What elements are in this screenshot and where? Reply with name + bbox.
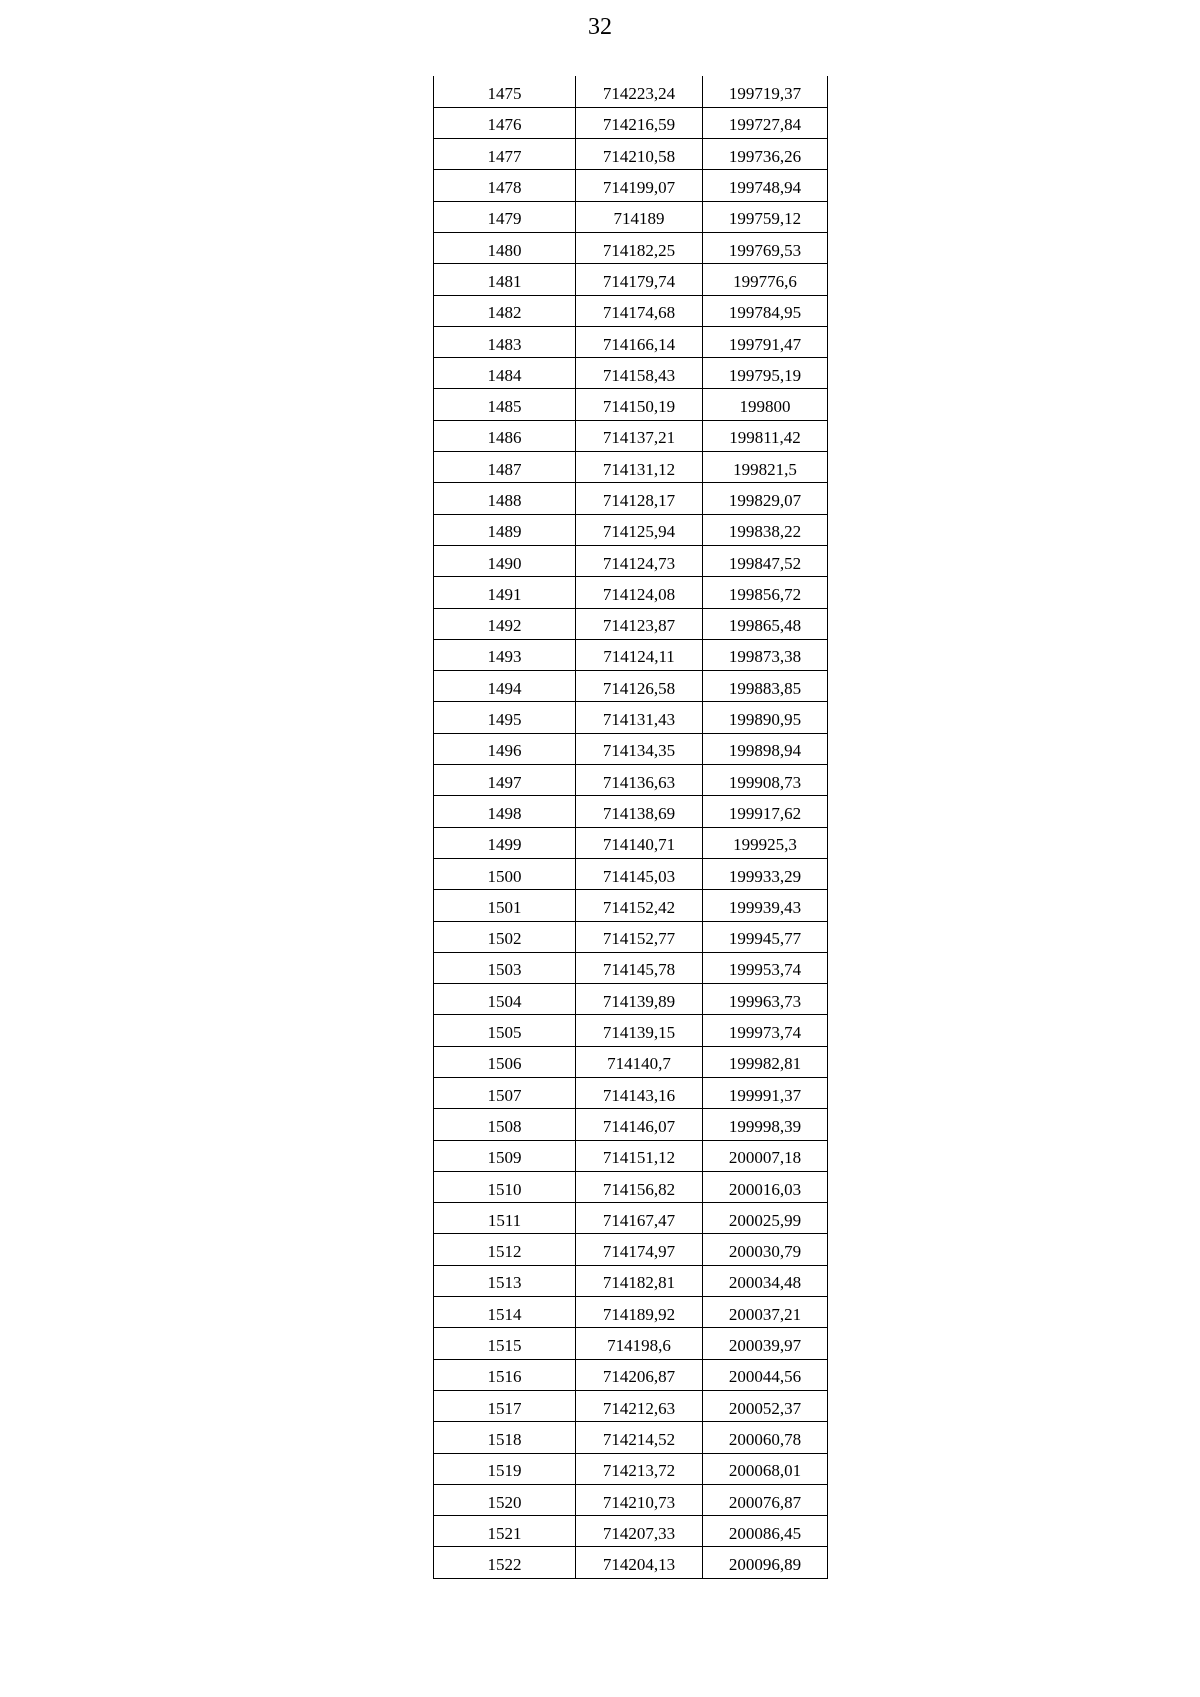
x-coordinate-cell: 714158,43 [576, 358, 703, 389]
point-number-cell: 1494 [434, 671, 576, 702]
coordinates-table-body [434, 76, 828, 1578]
coordinates-table [433, 76, 828, 1579]
table-row [434, 1328, 828, 1359]
x-coordinate-cell: 714124,08 [576, 577, 703, 608]
point-number-cell: 1489 [434, 514, 576, 545]
table-row [434, 702, 828, 733]
y-coordinate-cell: 199784,95 [703, 295, 828, 326]
table-row [434, 1234, 828, 1265]
x-coordinate-cell: 714210,73 [576, 1484, 703, 1515]
x-coordinate-cell: 714152,77 [576, 921, 703, 952]
point-number-cell: 1517 [434, 1390, 576, 1421]
y-coordinate-cell: 200044,56 [703, 1359, 828, 1390]
x-coordinate-cell: 714131,43 [576, 702, 703, 733]
y-coordinate-cell: 199953,74 [703, 952, 828, 983]
x-coordinate-cell: 714167,47 [576, 1203, 703, 1234]
table-row [434, 1265, 828, 1296]
x-coordinate-cell: 714182,81 [576, 1265, 703, 1296]
y-coordinate-cell: 199719,37 [703, 76, 828, 107]
point-number-cell: 1480 [434, 232, 576, 263]
point-number-cell: 1475 [434, 76, 576, 107]
y-coordinate-cell: 199838,22 [703, 514, 828, 545]
x-coordinate-cell: 714189 [576, 201, 703, 232]
point-number-cell: 1490 [434, 545, 576, 576]
table-row [434, 827, 828, 858]
x-coordinate-cell: 714166,14 [576, 326, 703, 357]
x-coordinate-cell: 714156,82 [576, 1171, 703, 1202]
x-coordinate-cell: 714204,13 [576, 1547, 703, 1578]
table-row [434, 577, 828, 608]
table-row [434, 107, 828, 138]
table-row [434, 890, 828, 921]
point-number-cell: 1500 [434, 858, 576, 889]
table-row [434, 1140, 828, 1171]
x-coordinate-cell: 714150,19 [576, 389, 703, 420]
y-coordinate-cell: 199759,12 [703, 201, 828, 232]
point-number-cell: 1477 [434, 139, 576, 170]
table-row [434, 671, 828, 702]
table-row [434, 1297, 828, 1328]
x-coordinate-cell: 714139,89 [576, 984, 703, 1015]
y-coordinate-cell: 199791,47 [703, 326, 828, 357]
point-number-cell: 1487 [434, 452, 576, 483]
table-row [434, 733, 828, 764]
point-number-cell: 1482 [434, 295, 576, 326]
table-row [434, 483, 828, 514]
point-number-cell: 1486 [434, 420, 576, 451]
y-coordinate-cell: 200076,87 [703, 1484, 828, 1515]
y-coordinate-cell: 199736,26 [703, 139, 828, 170]
table-row [434, 201, 828, 232]
y-coordinate-cell: 200007,18 [703, 1140, 828, 1171]
point-number-cell: 1498 [434, 796, 576, 827]
y-coordinate-cell: 200096,89 [703, 1547, 828, 1578]
x-coordinate-cell: 714126,58 [576, 671, 703, 702]
y-coordinate-cell: 199829,07 [703, 483, 828, 514]
table-row [434, 608, 828, 639]
table-row [434, 326, 828, 357]
table-row [434, 1422, 828, 1453]
point-number-cell: 1518 [434, 1422, 576, 1453]
point-number-cell: 1501 [434, 890, 576, 921]
point-number-cell: 1496 [434, 733, 576, 764]
x-coordinate-cell: 714140,7 [576, 1046, 703, 1077]
point-number-cell: 1503 [434, 952, 576, 983]
point-number-cell: 1510 [434, 1171, 576, 1202]
x-coordinate-cell: 714145,03 [576, 858, 703, 889]
y-coordinate-cell: 199973,74 [703, 1015, 828, 1046]
y-coordinate-cell: 199769,53 [703, 232, 828, 263]
x-coordinate-cell: 714151,12 [576, 1140, 703, 1171]
x-coordinate-cell: 714179,74 [576, 264, 703, 295]
x-coordinate-cell: 714174,97 [576, 1234, 703, 1265]
y-coordinate-cell: 199982,81 [703, 1046, 828, 1077]
table-row [434, 765, 828, 796]
y-coordinate-cell: 200037,21 [703, 1297, 828, 1328]
point-number-cell: 1504 [434, 984, 576, 1015]
point-number-cell: 1485 [434, 389, 576, 420]
x-coordinate-cell: 714182,25 [576, 232, 703, 263]
y-coordinate-cell: 200060,78 [703, 1422, 828, 1453]
point-number-cell: 1514 [434, 1297, 576, 1328]
y-coordinate-cell: 199945,77 [703, 921, 828, 952]
point-number-cell: 1515 [434, 1328, 576, 1359]
table-row [434, 264, 828, 295]
y-coordinate-cell: 200039,97 [703, 1328, 828, 1359]
y-coordinate-cell: 199917,62 [703, 796, 828, 827]
table-row [434, 170, 828, 201]
point-number-cell: 1484 [434, 358, 576, 389]
table-row [434, 1390, 828, 1421]
table-row [434, 858, 828, 889]
x-coordinate-cell: 714189,92 [576, 1297, 703, 1328]
x-coordinate-cell: 714136,63 [576, 765, 703, 796]
y-coordinate-cell: 200068,01 [703, 1453, 828, 1484]
y-coordinate-cell: 199811,42 [703, 420, 828, 451]
x-coordinate-cell: 714223,24 [576, 76, 703, 107]
x-coordinate-cell: 714214,52 [576, 1422, 703, 1453]
table-row [434, 232, 828, 263]
y-coordinate-cell: 199898,94 [703, 733, 828, 764]
point-number-cell: 1478 [434, 170, 576, 201]
point-number-cell: 1511 [434, 1203, 576, 1234]
x-coordinate-cell: 714125,94 [576, 514, 703, 545]
table-row [434, 295, 828, 326]
x-coordinate-cell: 714210,58 [576, 139, 703, 170]
table-row [434, 358, 828, 389]
x-coordinate-cell: 714212,63 [576, 1390, 703, 1421]
point-number-cell: 1483 [434, 326, 576, 357]
table-row [434, 139, 828, 170]
point-number-cell: 1520 [434, 1484, 576, 1515]
x-coordinate-cell: 714145,78 [576, 952, 703, 983]
point-number-cell: 1492 [434, 608, 576, 639]
x-coordinate-cell: 714137,21 [576, 420, 703, 451]
point-number-cell: 1505 [434, 1015, 576, 1046]
x-coordinate-cell: 714206,87 [576, 1359, 703, 1390]
y-coordinate-cell: 199883,85 [703, 671, 828, 702]
y-coordinate-cell: 200016,03 [703, 1171, 828, 1202]
x-coordinate-cell: 714124,11 [576, 639, 703, 670]
y-coordinate-cell: 199795,19 [703, 358, 828, 389]
table-row [434, 1453, 828, 1484]
point-number-cell: 1516 [434, 1359, 576, 1390]
table-row [434, 1171, 828, 1202]
table-row [434, 639, 828, 670]
table-row [434, 452, 828, 483]
point-number-cell: 1493 [434, 639, 576, 670]
y-coordinate-cell: 200086,45 [703, 1516, 828, 1547]
point-number-cell: 1506 [434, 1046, 576, 1077]
table-row [434, 1203, 828, 1234]
y-coordinate-cell: 199998,39 [703, 1109, 828, 1140]
table-row [434, 1484, 828, 1515]
x-coordinate-cell: 714143,16 [576, 1078, 703, 1109]
x-coordinate-cell: 714174,68 [576, 295, 703, 326]
x-coordinate-cell: 714128,17 [576, 483, 703, 514]
y-coordinate-cell: 199939,43 [703, 890, 828, 921]
point-number-cell: 1509 [434, 1140, 576, 1171]
point-number-cell: 1507 [434, 1078, 576, 1109]
point-number-cell: 1488 [434, 483, 576, 514]
point-number-cell: 1476 [434, 107, 576, 138]
y-coordinate-cell: 199748,94 [703, 170, 828, 201]
table-row [434, 514, 828, 545]
point-number-cell: 1502 [434, 921, 576, 952]
x-coordinate-cell: 714199,07 [576, 170, 703, 201]
x-coordinate-cell: 714198,6 [576, 1328, 703, 1359]
y-coordinate-cell: 199890,95 [703, 702, 828, 733]
table-row [434, 1078, 828, 1109]
table-row [434, 984, 828, 1015]
y-coordinate-cell: 199856,72 [703, 577, 828, 608]
x-coordinate-cell: 714152,42 [576, 890, 703, 921]
y-coordinate-cell: 200052,37 [703, 1390, 828, 1421]
point-number-cell: 1499 [434, 827, 576, 858]
x-coordinate-cell: 714134,35 [576, 733, 703, 764]
x-coordinate-cell: 714207,33 [576, 1516, 703, 1547]
y-coordinate-cell: 199873,38 [703, 639, 828, 670]
table-row [434, 1046, 828, 1077]
table-row [434, 952, 828, 983]
y-coordinate-cell: 200030,79 [703, 1234, 828, 1265]
point-number-cell: 1491 [434, 577, 576, 608]
point-number-cell: 1508 [434, 1109, 576, 1140]
point-number-cell: 1495 [434, 702, 576, 733]
point-number-cell: 1521 [434, 1516, 576, 1547]
table-row [434, 796, 828, 827]
y-coordinate-cell: 199908,73 [703, 765, 828, 796]
y-coordinate-cell: 199991,37 [703, 1078, 828, 1109]
y-coordinate-cell: 199800 [703, 389, 828, 420]
point-number-cell: 1497 [434, 765, 576, 796]
y-coordinate-cell: 199847,52 [703, 545, 828, 576]
table-row [434, 1359, 828, 1390]
table-row [434, 1109, 828, 1140]
x-coordinate-cell: 714131,12 [576, 452, 703, 483]
x-coordinate-cell: 714213,72 [576, 1453, 703, 1484]
y-coordinate-cell: 200034,48 [703, 1265, 828, 1296]
x-coordinate-cell: 714216,59 [576, 107, 703, 138]
table-row [434, 545, 828, 576]
y-coordinate-cell: 200025,99 [703, 1203, 828, 1234]
point-number-cell: 1519 [434, 1453, 576, 1484]
x-coordinate-cell: 714146,07 [576, 1109, 703, 1140]
x-coordinate-cell: 714140,71 [576, 827, 703, 858]
point-number-cell: 1479 [434, 201, 576, 232]
point-number-cell: 1513 [434, 1265, 576, 1296]
table-row [434, 1547, 828, 1578]
page-number: 32 [588, 14, 612, 40]
table-row [434, 1015, 828, 1046]
point-number-cell: 1522 [434, 1547, 576, 1578]
table-row [434, 389, 828, 420]
y-coordinate-cell: 199963,73 [703, 984, 828, 1015]
x-coordinate-cell: 714123,87 [576, 608, 703, 639]
y-coordinate-cell: 199727,84 [703, 107, 828, 138]
x-coordinate-cell: 714139,15 [576, 1015, 703, 1046]
table-row [434, 76, 828, 107]
point-number-cell: 1481 [434, 264, 576, 295]
x-coordinate-cell: 714124,73 [576, 545, 703, 576]
y-coordinate-cell: 199776,6 [703, 264, 828, 295]
table-row [434, 1516, 828, 1547]
y-coordinate-cell: 199933,29 [703, 858, 828, 889]
table-row [434, 420, 828, 451]
y-coordinate-cell: 199821,5 [703, 452, 828, 483]
y-coordinate-cell: 199925,3 [703, 827, 828, 858]
table-row [434, 921, 828, 952]
point-number-cell: 1512 [434, 1234, 576, 1265]
x-coordinate-cell: 714138,69 [576, 796, 703, 827]
y-coordinate-cell: 199865,48 [703, 608, 828, 639]
